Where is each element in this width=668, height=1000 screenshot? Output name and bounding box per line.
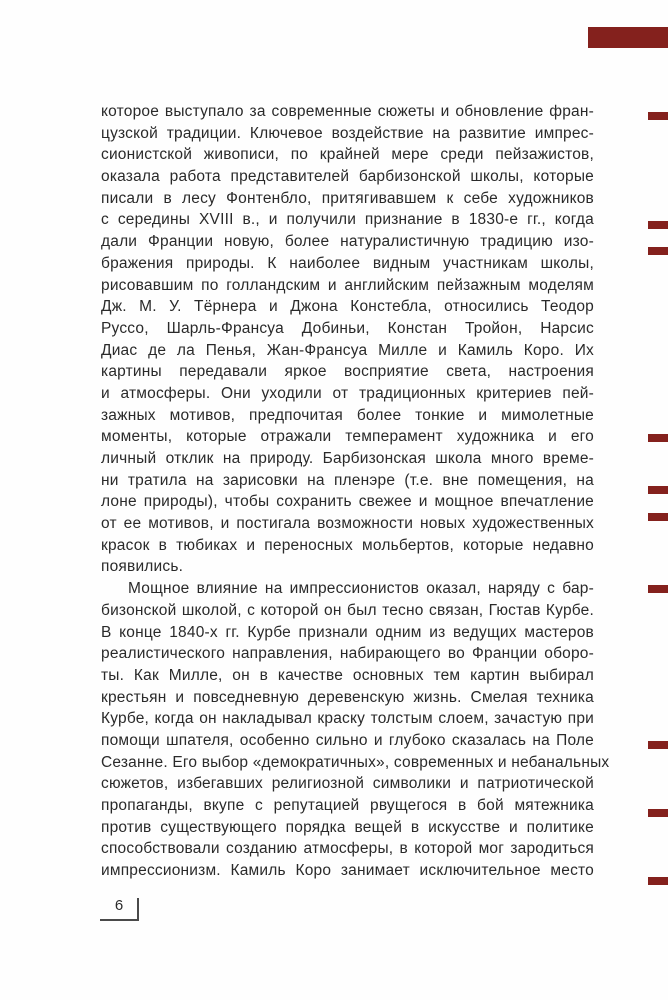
text-line: сюжетов, избегавших религиозной символики и патриотической: [101, 775, 594, 793]
footer-rule-vertical: [137, 898, 139, 921]
text-line: оказала работа представителей барбизонской школы, которые: [101, 168, 594, 186]
footer-rule-horizontal: [100, 919, 138, 921]
text-line: писали в лесу Фонтенбло, притягивавшем к себе художников: [101, 189, 594, 207]
text-line: с середины XVIII в., и получили признание в 1830-е гг., когда: [101, 211, 594, 229]
text-line: пропаганды, вкупе с репутацией рвущегося в бой мятежника: [101, 797, 594, 814]
edge-mark: [648, 513, 668, 521]
text-line: реалистического направления, набирающего во Франции оборо-: [101, 645, 594, 663]
body-text: [101, 101, 610, 882]
text-line: цузской традиции. Ключевое воздействие на развитие импрес-: [101, 124, 594, 142]
edge-mark: [648, 809, 668, 817]
text-line: бизонской школой, с которой он был тесно связан, Гюстав Курбе.: [101, 601, 594, 619]
edge-mark: [648, 434, 668, 442]
text-line: которое выступало за современные сюжеты и обновление фран-: [101, 103, 594, 120]
edge-mark: [648, 221, 668, 229]
text-line: личный отклик на природу. Барбизонская школа много време-: [101, 450, 594, 467]
page-number: 6: [114, 897, 124, 914]
text-line: ты. Как Милле, он в качестве основных тем картин выбирал: [101, 666, 594, 684]
text-line: способствовали созданию атмосферы, в которой мог зародиться: [101, 840, 594, 858]
text-line: и атмосферы. Они уходили от традиционных критериев пей-: [101, 384, 594, 402]
text-line: импрессионизм. Камиль Коро занимает исключительное место: [101, 862, 594, 880]
text-line: ни тратила на зарисовки на пленэре (т.е. вне помещения, на: [101, 471, 594, 489]
text-line: моменты, которые отражали темперамент художника и его: [101, 428, 594, 446]
text-line: крестьян и повседневную деревенскую жизнь. Смелая техника: [101, 688, 594, 706]
text-line: Мощное влияние на импрессионистов оказал, наряду с бар-: [128, 580, 594, 598]
text-line: Руссо, Шарль-Франсуа Добиньи, Констан Тройон, Нарсис: [101, 319, 594, 337]
text-line: появились.: [101, 558, 184, 576]
text-line: Дж. М. У. Тёрнера и Джона Констебла, относились Теодор: [101, 298, 594, 316]
text-line: против существующего порядка вещей в искусстве и политике: [101, 818, 594, 836]
text-line: помощи шпателя, особенно сильно и глубоко сказалась на Поле: [101, 731, 594, 749]
text-line: В конце 1840-х гг. Курбе признали одним из ведущих мастеров: [101, 623, 594, 641]
text-line: сионистской живописи, по крайней мере среди пейзажистов,: [101, 146, 594, 164]
text-line: Диас де ла Пенья, Жан-Франсуа Милле и Камиль Коро. Их: [101, 341, 594, 359]
text-line: дали Франции новую, более натуралистичную традицию изо-: [101, 233, 594, 251]
edge-mark: [648, 585, 668, 593]
text-line: лоне природы), чтобы сохранить свежее и мощное впечатление: [101, 493, 594, 511]
text-line: Сезанне. Его выбор «демократичных», современных и небанальных: [101, 753, 610, 771]
text-line: красок в тюбиках и переносных мольбертов, которые недавно: [101, 536, 594, 554]
edge-mark-top-bar: [588, 27, 668, 48]
text-line: бражения природы. К наиболее видным участникам школы,: [101, 254, 594, 272]
text-line: от ее мотивов, и постигала возможности новых художественных: [101, 515, 594, 533]
text-line: рисовавшим по голландским и английским пейзажным моделям: [101, 276, 594, 294]
edge-mark: [648, 877, 668, 885]
edge-mark: [648, 486, 668, 494]
edge-mark: [648, 247, 668, 255]
text-line: Курбе, когда он накладывал краску толстым слоем, зачастую при: [101, 710, 594, 728]
text-line: картины передавали яркое восприятие света, настроения: [101, 363, 594, 381]
edge-mark: [648, 112, 668, 120]
text-line: зажных мотивов, предпочитая более тонкие и мимолетные: [101, 406, 594, 424]
edge-mark: [648, 741, 668, 749]
